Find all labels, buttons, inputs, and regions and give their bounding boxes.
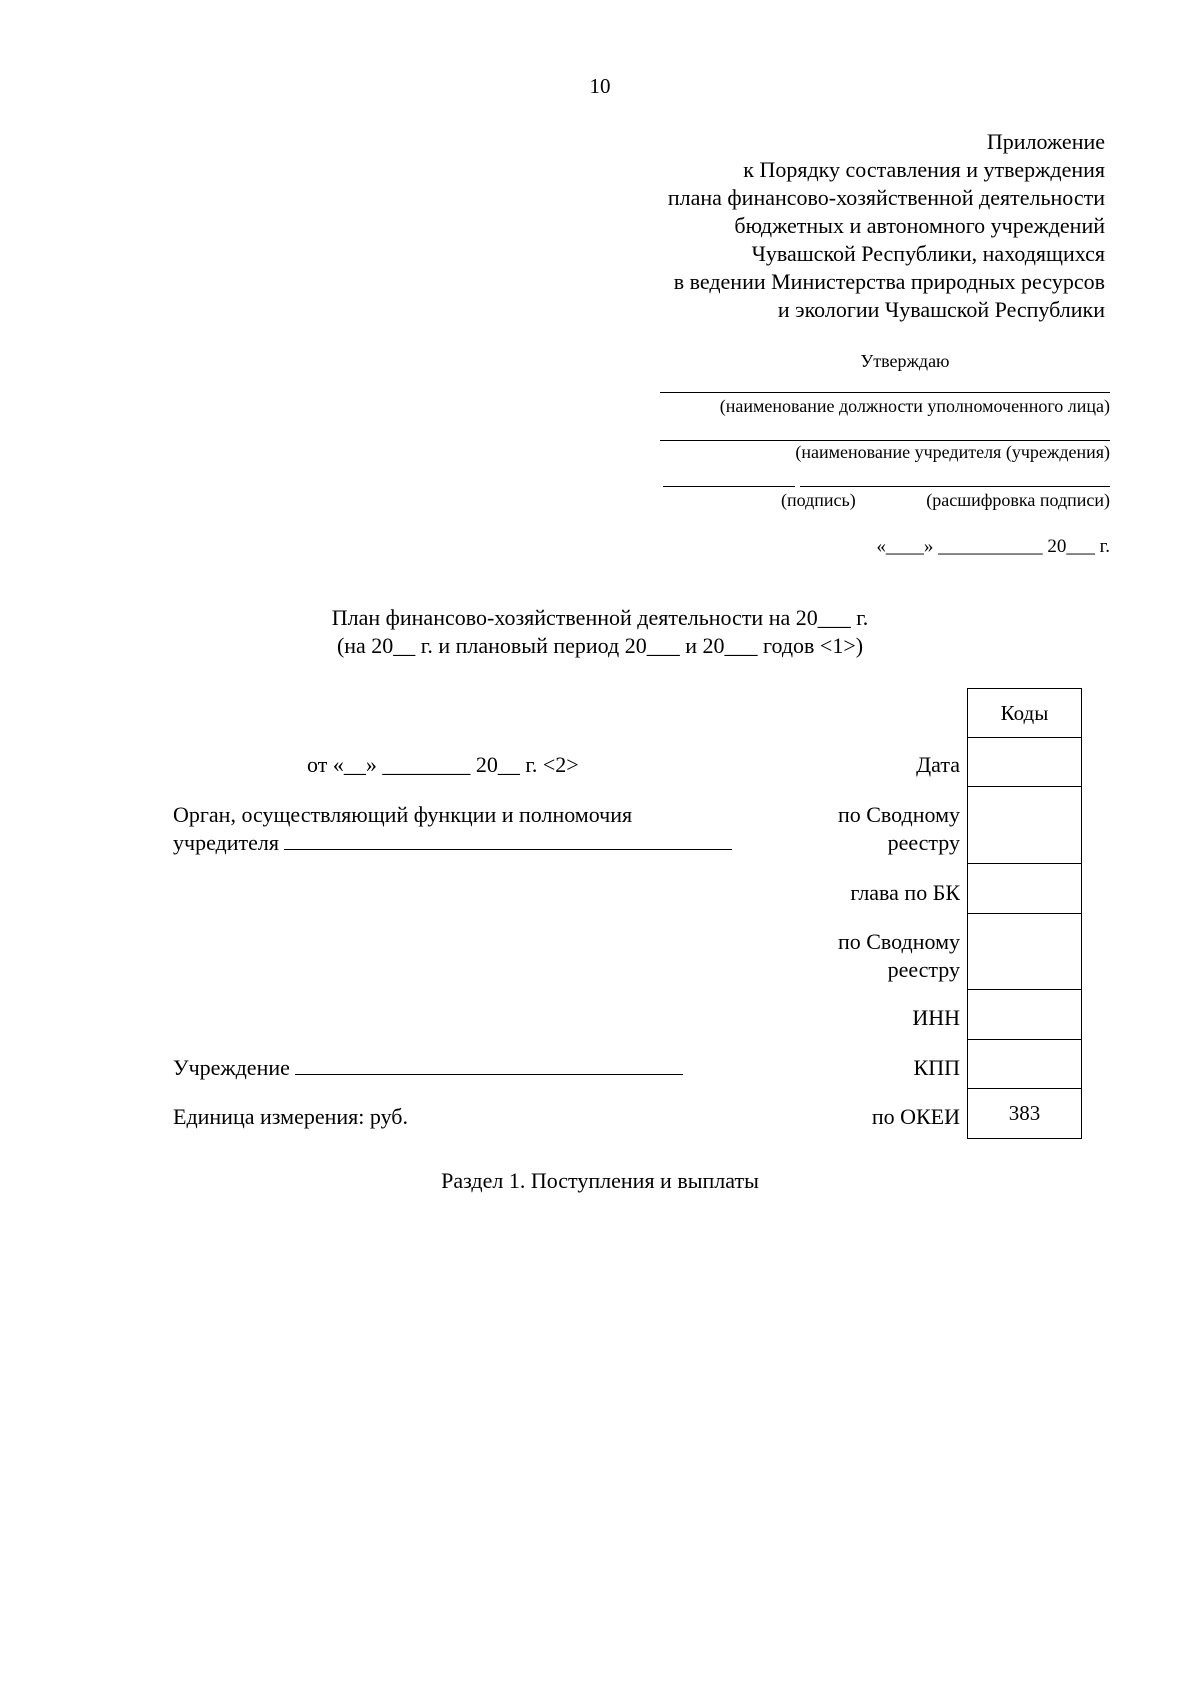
- approval-date[interactable]: «____» ___________ 20___ г.: [876, 536, 1110, 557]
- institution-row: [173, 1054, 683, 1082]
- appendix-line: плана финансово-хозяйственной деятельности: [667, 185, 1105, 210]
- code-registry-cell[interactable]: [968, 787, 1082, 864]
- label-registry-line1: по Сводному: [837, 802, 960, 827]
- date-from[interactable]: от «__» ________ 20__ г. <2>: [307, 752, 579, 777]
- plan-subtitle: (на 20__ г. и плановый период 20___ и 20___ годов <1>): [336, 633, 864, 658]
- appendix-line: и экологии Чувашской Республики: [777, 297, 1105, 322]
- code-inn-cell[interactable]: [968, 990, 1082, 1040]
- position-caption: (наименование должности уполномоченного лица): [719, 396, 1110, 416]
- label-okei: по ОКЕИ: [871, 1104, 960, 1129]
- appendix-line: к Порядку составления и утверждения: [743, 157, 1105, 182]
- label-registry: [838, 801, 960, 857]
- label-date: Дата: [916, 752, 960, 777]
- plan-title: План финансово-хозяйственной деятельности на 20___ г.: [331, 605, 869, 630]
- label-bk: глава по БК: [850, 880, 960, 905]
- label-registry-2-line1: по Сводному: [837, 929, 960, 954]
- label-registry-line2: реестру: [887, 830, 960, 855]
- code-registry-2-cell[interactable]: [968, 914, 1082, 990]
- organ-label: учредителя: [173, 830, 279, 855]
- label-registry-2: [838, 928, 960, 984]
- appendix-line: бюджетных и автономного учреждений: [734, 213, 1105, 238]
- code-date-cell[interactable]: [968, 738, 1082, 787]
- founder-caption: (наименование учредителя (учреждения): [795, 442, 1110, 462]
- appendix-line: Приложение: [986, 129, 1105, 154]
- signature-caption: (подпись): [781, 490, 856, 510]
- position-line[interactable]: [660, 392, 1110, 393]
- label-inn: ИНН: [912, 1005, 960, 1030]
- organ-line1: Орган, осуществляющий функции и полномочия: [173, 802, 633, 827]
- signature-line[interactable]: [663, 486, 795, 487]
- unit-label: Единица измерения: руб.: [173, 1104, 408, 1129]
- code-kpp-cell[interactable]: [968, 1040, 1082, 1089]
- institution-input-line[interactable]: [295, 1054, 683, 1075]
- label-registry-2-line2: реестру: [887, 957, 960, 982]
- institution-label: Учреждение: [173, 1055, 290, 1080]
- page-number: 10: [589, 74, 611, 98]
- founder-line[interactable]: [660, 440, 1110, 441]
- codes-header: Коды: [968, 689, 1082, 738]
- section-title: Раздел 1. Поступления и выплаты: [441, 1168, 759, 1193]
- signature-decode-caption: (расшифровка подписи): [926, 490, 1110, 510]
- appendix-line: Чувашской Республики, находящихся: [751, 241, 1105, 266]
- approve-title: Утверждаю: [860, 351, 950, 371]
- appendix-header: [545, 128, 1105, 324]
- appendix-line: в ведении Министерства природных ресурсов: [673, 269, 1105, 294]
- label-kpp: КПП: [913, 1055, 960, 1080]
- signature-decode-line[interactable]: [800, 486, 1110, 487]
- organ-input-line[interactable]: [284, 829, 732, 850]
- codes-table: [967, 688, 1082, 1139]
- code-okei-cell[interactable]: 383: [968, 1089, 1082, 1139]
- organ-line2: [173, 829, 732, 857]
- code-bk-cell[interactable]: [968, 864, 1082, 914]
